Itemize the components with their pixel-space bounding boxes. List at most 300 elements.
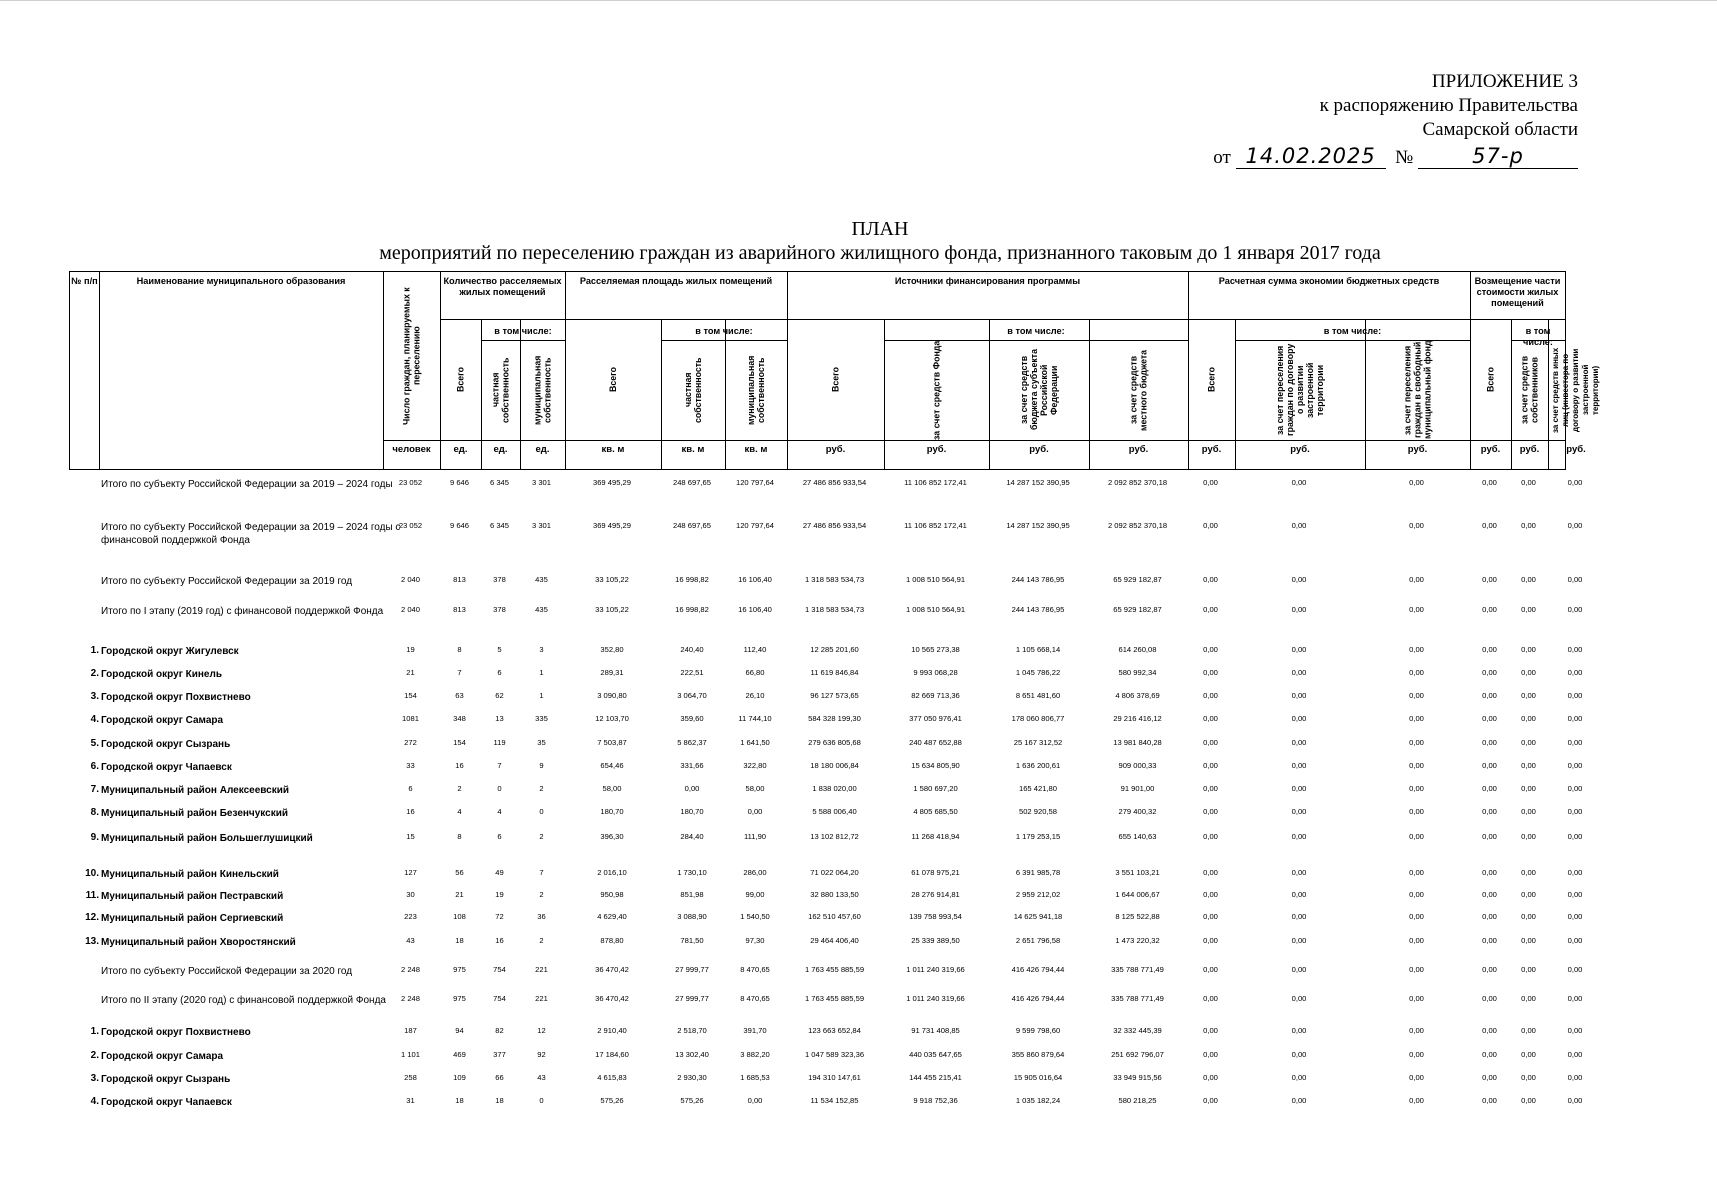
row-value: 0,00 [1409,784,1424,793]
header-area-private: частная собственность [683,357,703,423]
row-value: 16 [495,936,504,945]
row-value: 108 [453,912,466,921]
row-value: 0 [539,807,544,816]
unit-cell: руб. [926,444,947,455]
row-value: 2 518,70 [677,1026,707,1035]
row-name: Городской округ Самара [101,1051,224,1062]
row-value: 1 644 006,67 [1115,890,1160,899]
row-value: 0,00 [1291,714,1307,723]
row-value: 2 [539,832,544,841]
row-value: 0,00 [1409,994,1424,1003]
row-value: 1 580 697,20 [913,784,958,793]
row-value: 1 763 455 885,59 [804,994,865,1003]
row-value: 240 487 652,88 [909,738,962,747]
row-value: 178 060 806,77 [1011,714,1065,723]
row-value: 0,00 [1203,832,1218,841]
row-value: 16 998,82 [675,575,709,584]
row-value: 244 143 786,95 [1011,605,1065,614]
row-value: 0,00 [1409,521,1424,530]
header-area-group: Расселяемая площадь жилых помещений [579,276,773,286]
row-value: 0,00 [1409,1026,1424,1035]
row-name: Городской округ Чапаевск [101,1097,232,1108]
row-value: 33 [406,761,415,770]
row-value: 0,00 [1409,936,1424,945]
row-value: 335 788 771,49 [1111,994,1164,1003]
row-value: 162 510 457,60 [808,912,861,921]
row-value: 165 421,80 [1018,784,1057,793]
row-value: 49 [495,868,504,877]
row-value: 0,00 [1567,714,1583,723]
date-prefix: от [1213,147,1231,168]
row-value: 0,00 [1567,832,1583,841]
header-econ-group: Расчетная сумма экономии бюджетных средств [1218,276,1440,286]
handwritten-date: 14.02.2025 [1236,144,1386,169]
row-value: 1 318 583 534,73 [804,575,865,584]
row-value: 279 400,32 [1118,807,1157,816]
row-value: 813 [453,575,466,584]
row-value: 0,00 [1482,936,1497,945]
row-value: 0,00 [1203,714,1218,723]
row-value: 0,00 [1203,807,1218,816]
row-value: 16 106,40 [738,575,772,584]
row-value: 1 011 240 319,66 [906,965,965,974]
row-value: 19 [406,645,415,654]
row-value: 0,00 [1203,575,1218,584]
row-value: 14 287 152 390,95 [1006,478,1070,487]
row-value: 11 619 846,84 [810,668,859,677]
row-value: 16 [406,807,415,816]
row-value: 6 391 985,78 [1015,868,1061,877]
row-name: Городской округ Сызрань [101,1074,231,1085]
unit-cell: руб. [1407,444,1428,455]
row-value: 18 [455,1096,464,1105]
row-name: Городской округ Чапаевск [101,762,232,773]
row-value: 0,00 [1482,912,1497,921]
row-value: 0,00 [1409,1073,1424,1082]
row-value: 9 599 798,60 [1015,1026,1061,1035]
row-value: 15 634 805,90 [911,761,960,770]
row-value: 781,50 [680,936,704,945]
row-value: 27 999,77 [675,994,709,1003]
row-value: 2 248 [400,965,420,974]
header-comp-investor: за счет средств иных лиц (инвестора по договору о развитии застроенной территории) [1551,347,1600,433]
row-value: 0,00 [1291,521,1307,530]
row-value: 0,00 [1291,994,1307,1003]
row-value: 0,00 [1521,1026,1536,1035]
row-value: 33 105,22 [595,575,629,584]
row-value: 0,00 [1291,1073,1307,1082]
row-value: 112,40 [743,645,767,654]
row-value: 16 998,82 [675,605,709,614]
row-value: 0,00 [1409,691,1424,700]
row-value: 0,00 [1409,714,1424,723]
row-value: 0,00 [1567,605,1583,614]
row-value: 63 [455,691,464,700]
header-fin-total: Всего [830,366,841,393]
row-value: 26,10 [745,691,765,700]
header-area-municipal: муниципальная собственность [746,355,766,425]
row-value: 0,00 [1409,1050,1424,1059]
row-value: 123 663 652,84 [808,1026,861,1035]
row-value: 284,40 [680,832,704,841]
row-value: 21 [406,668,415,677]
row-value: 0,00 [1567,890,1583,899]
row-value: 0,00 [1567,521,1583,530]
row-value: 10 565 273,38 [911,645,960,654]
row-value: 0,00 [1567,912,1583,921]
row-number: 10. [85,868,99,879]
row-value: 258 [404,1073,417,1082]
row-value: 120 797,64 [735,478,774,487]
row-value: 9 993 068,28 [913,668,958,677]
handwritten-number: 57-р [1418,144,1578,169]
header-incl-count: в том числе: [494,326,552,336]
row-value: 11 534 152,85 [810,1096,859,1105]
row-value: 0,00 [1203,645,1218,654]
row-value: 0,00 [1203,1026,1218,1035]
row-value: 0,00 [1203,1073,1218,1082]
row-value: 2 [539,784,544,793]
row-value: 2 959 212,02 [1015,890,1061,899]
row-value: 0,00 [1482,738,1497,747]
row-value: 11 106 852 172,41 [904,478,967,487]
row-value: 377 [493,1050,506,1059]
header-fin-fund: за счет средств Фонда [931,340,942,440]
row-value: 15 905 016,64 [1013,1073,1063,1082]
row-value: 25 339 389,50 [911,936,960,945]
row-value: 65 929 182,87 [1113,575,1162,584]
row-value: 248 697,65 [672,521,711,530]
row-value: 440 035 647,65 [909,1050,962,1059]
row-value: 0,00 [747,807,763,816]
row-name: Городской округ Похвистнево [101,692,251,703]
row-value: 8 [457,645,462,654]
row-value: 580 992,34 [1118,668,1157,677]
row-value: 416 426 794,44 [1011,965,1065,974]
row-value: 614 260,08 [1118,645,1157,654]
unit-cell: человек [392,444,431,455]
row-value: 15 [406,832,415,841]
row-number: 11. [85,890,99,901]
row-value: 43 [537,1073,546,1082]
unit-cell: кв. м [601,444,625,455]
row-value: 0,00 [1203,890,1218,899]
row-value: 180,70 [680,807,704,816]
row-value: 2 651 796,58 [1015,936,1061,945]
row-value: 813 [453,605,466,614]
row-name: Городской округ Жигулевск [101,646,239,657]
row-value: 23 052 [398,521,423,530]
row-value: 36 [537,912,546,921]
row-value: 27 486 856 933,54 [802,521,867,530]
row-value: 0,00 [1567,1073,1583,1082]
row-value: 1 540,50 [740,912,770,921]
row-number: 4. [90,714,99,725]
row-value: 0,00 [1203,605,1218,614]
row-value: 0,00 [1521,1096,1536,1105]
row-value: 0,00 [1567,1026,1583,1035]
row-value: 32 332 445,39 [1113,1026,1162,1035]
row-value: 154 [404,691,417,700]
row-value: 0,00 [1203,994,1218,1003]
row-value: 378 [493,575,506,584]
row-name: Итого по II этапу (2020 год) с финансовой поддержкой Фонда [101,995,386,1006]
row-value: 0 [539,1096,544,1105]
appendix-line-3: Самарской области [1422,119,1578,140]
row-name: Муниципальный район Сергиевский [101,913,284,924]
row-value: 0,00 [1291,936,1307,945]
header-econ-total: Всего [1206,366,1217,393]
row-value: 2 040 [400,605,420,614]
row-value: 754 [493,994,506,1003]
row-value: 0,00 [1482,605,1497,614]
row-value: 7 [457,668,462,677]
row-name: Итого по субъекту Российской Федерации за 2019 год [101,576,353,587]
row-value: 1 008 510 564,91 [905,605,966,614]
row-value: 12 [537,1026,546,1035]
row-value: 36 470,42 [595,965,629,974]
row-value: 248 697,65 [672,478,711,487]
row-name: Городской округ Кинель [101,669,222,680]
row-value: 0,00 [684,784,700,793]
row-value: 0,00 [1521,784,1536,793]
row-value: 1 641,50 [740,738,770,747]
row-value: 1 011 240 319,66 [906,994,965,1003]
row-value: 30 [406,890,415,899]
row-value: 0,00 [1521,1050,1536,1059]
row-value: 12 285 201,60 [810,645,859,654]
unit-cell: руб. [825,444,846,455]
row-value: 0,00 [1482,478,1497,487]
row-value: 416 426 794,44 [1011,994,1065,1003]
row-value: 109 [453,1073,466,1082]
row-name: Итого по I этапу (2019 год) с финансовой поддержкой Фонда [101,606,384,617]
row-value: 0,00 [1521,1073,1536,1082]
row-value: 223 [404,912,417,921]
row-value: 1 105 668,14 [1015,645,1061,654]
header-name: Наименование муниципального образования [136,276,346,286]
row-value: 12 103,70 [595,714,629,723]
header-citizens: Число граждан, планируемых к переселению [401,287,422,425]
header-count-municipal: муниципальная собственность [532,355,553,425]
row-value: 0,00 [1409,605,1424,614]
row-value: 0,00 [1203,478,1218,487]
row-number: 3. [90,691,99,702]
row-value: 96 127 573,65 [810,691,859,700]
row-value: 435 [535,575,548,584]
row-value: 0,00 [1291,1026,1307,1035]
row-value: 7 503,87 [597,738,627,747]
row-value: 0,00 [1203,784,1218,793]
row-value: 0,00 [1482,575,1497,584]
row-value: 9 [539,761,544,770]
row-value: 8 470,65 [740,994,770,1003]
row-value: 61 078 975,21 [911,868,960,877]
row-value: 0,00 [1203,668,1218,677]
row-value: 1081 [402,714,419,723]
unit-cell: кв. м [681,444,705,455]
row-value: 6 345 [489,521,509,530]
row-value: 7 [497,761,502,770]
row-value: 0,00 [1567,1096,1583,1105]
row-value: 0,00 [1521,738,1536,747]
row-value: 99,00 [745,890,765,899]
row-value: 221 [535,965,548,974]
row-value: 0,00 [1482,994,1497,1003]
row-value: 0,00 [1409,890,1424,899]
row-value: 1 [539,691,544,700]
row-value: 975 [453,965,466,974]
row-value: 8 125 522,88 [1115,912,1160,921]
row-value: 0,00 [1291,965,1307,974]
row-value: 0,00 [1521,668,1536,677]
row-value: 0,00 [1521,965,1536,974]
row-value: 0,00 [1521,521,1536,530]
row-value: 335 [535,714,548,723]
row-value: 0,00 [1291,691,1307,700]
row-value: 909 000,33 [1118,761,1157,770]
row-value: 0,00 [1291,645,1307,654]
row-value: 94 [455,1026,464,1035]
row-value: 43 [406,936,415,945]
row-number: 3. [90,1073,99,1084]
row-value: 19 [495,890,504,899]
row-value: 0,00 [1409,1096,1424,1105]
row-name: Итого по субъекту Российской Федерации за 2019 – 2024 годы с финансовой поддержкой Фонда [101,522,401,546]
row-value: 119 [493,738,506,747]
row-value: 6 345 [489,478,509,487]
unit-cell: ед. [493,444,508,455]
row-value: 16 [455,761,464,770]
row-value: 369 495,29 [592,521,631,530]
row-value: 5 588 006,40 [812,807,857,816]
row-value: 1 047 589 323,36 [804,1050,865,1059]
row-value: 0,00 [1482,1050,1497,1059]
row-value: 0,00 [1482,691,1497,700]
row-value: 0,00 [1203,1050,1218,1059]
row-value: 272 [404,738,417,747]
row-value: 56 [455,868,464,877]
row-value: 4 805 685,50 [913,807,958,816]
row-value: 378 [493,605,506,614]
row-value: 0,00 [1521,645,1536,654]
row-value: 0,00 [1567,668,1583,677]
row-value: 71 022 064,20 [810,868,859,877]
number-label: № [1395,147,1414,168]
row-value: 194 310 147,61 [808,1073,861,1082]
row-value: 33 105,22 [595,605,629,614]
unit-cell: ед. [535,444,550,455]
row-value: 0,00 [1567,936,1583,945]
row-value: 0,00 [1203,1096,1218,1105]
header-count-group: Количество расселяемых жилых помещений [443,276,562,297]
row-value: 391,70 [743,1026,767,1035]
row-value: 111,90 [743,832,767,841]
row-number: 5. [90,738,99,749]
row-value: 0,00 [1482,1073,1497,1082]
appendix-date-line [1213,144,1578,170]
row-value: 0,00 [1291,738,1307,747]
row-value: 0,00 [1203,691,1218,700]
row-value: 2 [539,890,544,899]
row-value: 2 248 [400,994,420,1003]
header-comp-owners: за счет средств собственников [1519,355,1540,425]
row-value: 0,00 [1567,868,1583,877]
row-value: 0,00 [1291,575,1307,584]
row-value: 0,00 [1482,1026,1497,1035]
row-value: 35 [537,738,546,747]
row-value: 29 464 406,40 [810,936,859,945]
row-name: Муниципальный район Хворостянский [101,937,296,948]
row-value: 878,80 [600,936,624,945]
row-value: 4 629,40 [597,912,627,921]
plan-title: ПЛАН [851,218,909,240]
row-value: 0,00 [1291,1050,1307,1059]
row-value: 4 615,83 [597,1073,627,1082]
row-value: 0,00 [1409,738,1424,747]
row-value: 1 763 455 885,59 [804,965,865,974]
row-name: Городской округ Сызрань [101,739,231,750]
row-value: 13 [495,714,504,723]
row-value: 9 918 752,36 [913,1096,958,1105]
row-value: 3 551 103,21 [1115,868,1160,877]
header-comp-group: Возмещение части стоимости жилых помещений [1474,276,1561,308]
row-value: 359,60 [680,714,704,723]
row-value: 14 625 941,18 [1013,912,1063,921]
row-value: 91 901,00 [1120,784,1155,793]
row-value: 180,70 [600,807,624,816]
row-value: 0 [497,784,502,793]
appendix-block [1213,70,1578,170]
row-value: 28 276 914,81 [911,890,960,899]
row-value: 13 981 840,28 [1113,738,1162,747]
row-value: 139 758 993,54 [909,912,962,921]
row-value: 251 692 796,07 [1111,1050,1164,1059]
row-value: 0,00 [1482,1096,1497,1105]
row-value: 13 102 812,72 [810,832,859,841]
row-value: 0,00 [1567,784,1583,793]
row-value: 377 050 976,41 [909,714,962,723]
row-value: 0,00 [1291,478,1307,487]
unit-cell: ед. [453,444,468,455]
row-value: 187 [404,1026,417,1035]
row-value: 3 088,90 [677,912,707,921]
row-value: 0,00 [1291,668,1307,677]
row-value: 0,00 [1567,965,1583,974]
row-value: 0,00 [1409,478,1424,487]
row-value: 575,26 [680,1096,704,1105]
page-top-edge [0,0,1717,1]
row-value: 11 268 418,94 [911,832,960,841]
row-value: 331,66 [680,761,704,770]
row-value: 0,00 [1203,965,1218,974]
row-value: 1 [539,668,544,677]
row-value: 0,00 [1567,645,1583,654]
row-value: 18 180 006,84 [810,761,859,770]
row-value: 72 [495,912,504,921]
unit-cell: руб. [1290,444,1310,455]
row-value: 0,00 [1521,890,1536,899]
row-value: 2 092 852 370,18 [1107,478,1168,487]
row-value: 369 495,29 [592,478,631,487]
row-value: 6 [408,784,413,793]
row-name: Итого по субъекту Российской Федерации за 2020 год [101,966,353,977]
row-value: 0,00 [1203,521,1218,530]
row-value: 0,00 [1521,994,1536,1003]
row-value: 221 [535,994,548,1003]
row-value: 66,80 [745,668,765,677]
row-value: 355 860 879,64 [1011,1050,1065,1059]
